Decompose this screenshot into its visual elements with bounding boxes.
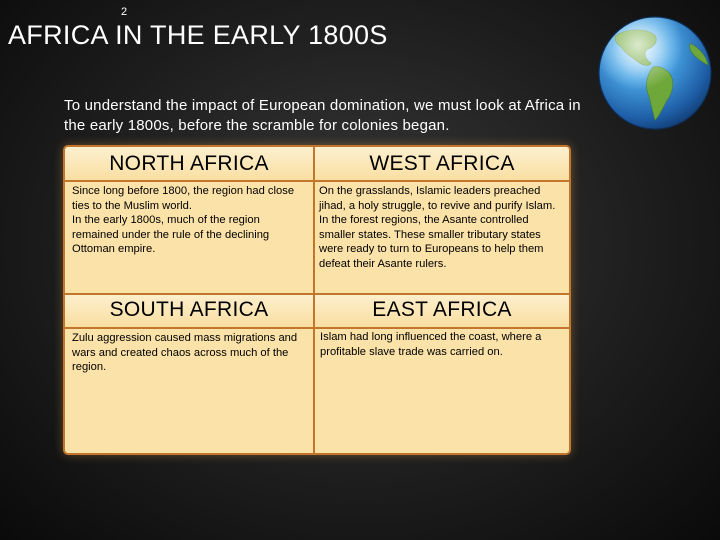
east-africa-text (315, 329, 569, 453)
south-africa-text-line: Zulu aggression caused mass migrations and wars and created chaos across much of the region. (72, 332, 298, 373)
west-africa-heading: WEST AFRICA (315, 147, 569, 181)
divider (313, 147, 315, 453)
north-africa-heading: NORTH AFRICA (65, 147, 313, 181)
south-africa-heading: SOUTH AFRICA (65, 293, 313, 327)
page-title: AFRICA IN THE EARLY 1800S (8, 20, 388, 50)
divider (65, 180, 569, 182)
west-africa-text-line: In the forest regions, the Asante controlled smaller states. These smaller tributary states were ready to turn to Europeans to help them defeat their Asante rulers. (319, 214, 544, 270)
east-africa-text-line: Islam had long influenced the coast, where a profitable slave trade was carried on. (320, 331, 542, 358)
east-africa-heading: EAST AFRICA (315, 293, 569, 327)
south-africa-text (65, 329, 313, 453)
slide-number: 2 (121, 6, 128, 18)
globe-icon (596, 14, 714, 132)
north-africa-text-line: In the early 1800s, much of the region remained under the rule of the declining Ottoman empire. (72, 214, 270, 255)
intro-text: To understand the impact of European domination, we must look at Africa in the early 1800s, before the scramble for colonies began. (64, 97, 581, 134)
divider (65, 327, 569, 329)
west-africa-text-line: On the grasslands, Islamic leaders preached jihad, a holy struggle, to revive and purify Islam. (319, 185, 556, 212)
divider (65, 293, 569, 295)
west-africa-text (315, 181, 569, 295)
north-africa-text-line: Since long before 1800, the region had close ties to the Muslim world. (72, 185, 295, 212)
north-africa-text (65, 181, 313, 295)
regions-table (63, 145, 571, 455)
